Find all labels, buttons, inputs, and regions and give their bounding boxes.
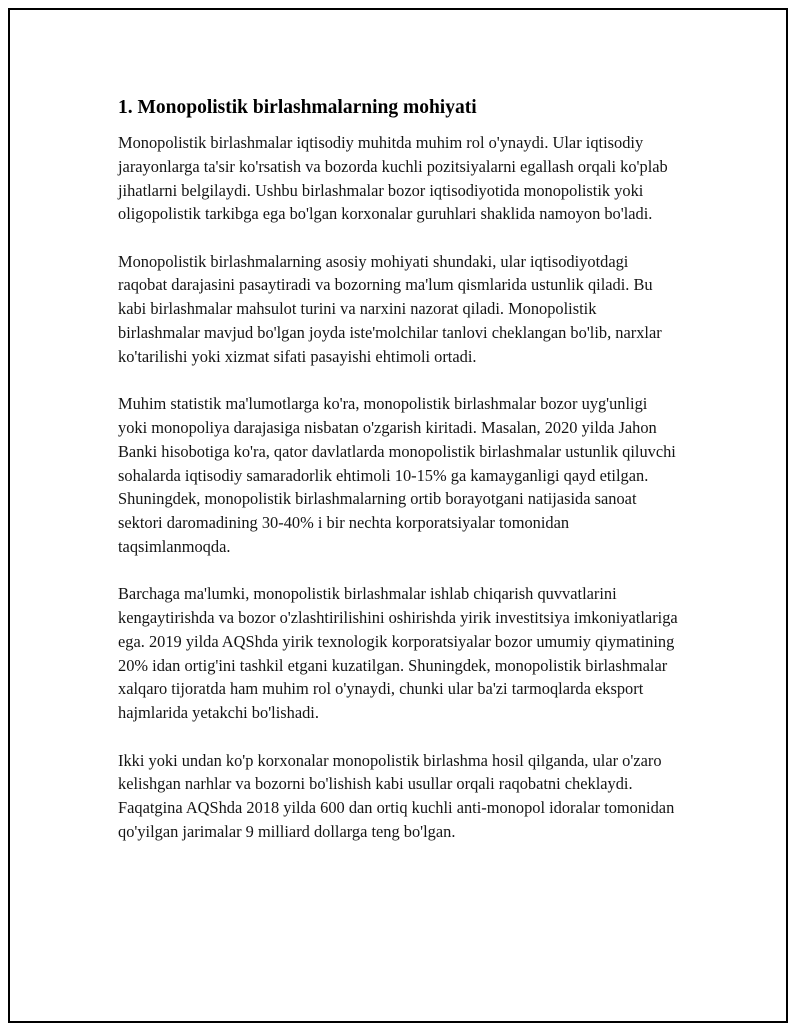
paragraph-3: Muhim statistik ma'lumotlarga ko'ra, monopolistik birlashmalar bozor uyg'unligi yoki monopoliya darajasiga nisbatan o'zgarish kiritadi. Masalan, 2020 yilda Jahon Banki hisobotiga ko'ra, qator davlatlarda monopolistik birlashmalar ustunlik qiluvchi sohalarda iqtisodiy samaradorlik ehtimoli 10-15% ga kamayganligi qayd etilgan. Shuningdek, monopolistik birlashmalarning ortib borayotgani natijasida sanoat sektori daromadining 30-40% i bir nechta korporatsiyalar tomonidan taqsimlanmoqda. — [118, 394, 676, 556]
paragraph-1: Monopolistik birlashmalar iqtisodiy muhitda muhim rol o'ynaydi. Ular iqtisodiy jarayonlarga ta'sir ko'rsatish va bozorda kuchli pozitsiyalarni egallash orqali ko'plab jihatlarni belgilaydi. Ushbu birlashmalar bozor iqtisodiyotida monopolistik yoki oligopolistik tarkibga ega bo'lgan korxonalar guruhlari shaklida namoyon bo'ladi. — [118, 133, 668, 224]
paragraph-2: Monopolistik birlashmalarning asosiy mohiyati shundaki, ular iqtisodiyotdagi raqobat darajasini pasaytiradi va bozorning ma'lum qismlarida ustunlik qiladi. Bu kabi birlashmalar mahsulot turini va narxini nazorat qiladi. Monopolistik birlashmalar mavjud bo'lgan joyda iste'molchilar tanlovi cheklangan bo'lib, narxlar ko'tarilishi yoki xizmat sifati pasayishi ehtimoli ortadi. — [118, 251, 662, 366]
document-body — [118, 96, 680, 867]
paragraph-4: Barchaga ma'lumki, monopolistik birlashmalar ishlab chiqarish quvvatlarini kengaytirishda va bozor o'zlashtirilishini oshirishda yirik investitsiya imkoniyatlariga ega. 2019 yilda AQShda yirik texnologik korporatsiyalar bozor umumiy qiymatining 20% idan ortig'ini tashkil etgani kuzatilgan. Shuningdek, monopolistik birlashmalar xalqaro tijoratda ham muhim rol o'ynaydi, chunki ular ba'zi tarmoqlarda eksport hajmlarida yetakchi bo'lishadi. — [118, 584, 678, 723]
section-heading: 1. Monopolistik birlashmalarning mohiyati — [118, 97, 477, 118]
paragraph-5: Ikki yoki undan ko'p korxonalar monopolistik birlashma hosil qilganda, ular o'zaro kelishgan narhlar va bozorni bo'lishish kabi usullar orqali raqobatni cheklaydi. Faqatgina AQShda 2018 yilda 600 dan ortiq kuchli anti-monopol idoralar tomonidan qo'yilgan jarimalar 9 milliard dollarga teng bo'lgan. — [118, 750, 675, 841]
